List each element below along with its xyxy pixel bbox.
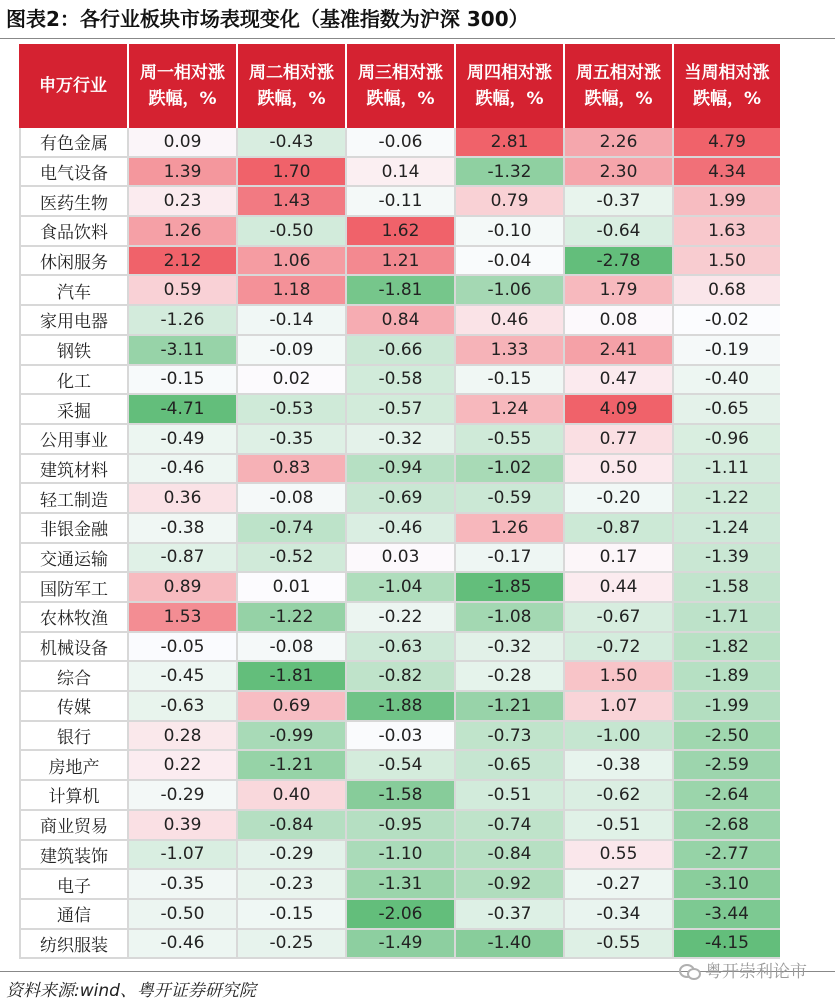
industry-cell: 建筑材料 <box>19 455 127 485</box>
table-row <box>19 573 780 603</box>
source-note: 资料来源:wind、粤开证券研究院 <box>6 981 256 1001</box>
value-cell: -0.15 <box>454 366 563 396</box>
value-cell: 0.79 <box>454 187 563 217</box>
watermark <box>679 957 807 982</box>
value-cell: -2.06 <box>345 900 454 930</box>
table-row <box>19 158 780 188</box>
watermark-text: 粤开崇利论市 <box>705 962 807 982</box>
value-cell: -1.02 <box>454 455 563 485</box>
value-cell: -0.62 <box>563 781 672 811</box>
value-cell: -0.72 <box>563 633 672 663</box>
value-cell: 1.43 <box>236 187 345 217</box>
value-cell: -0.23 <box>236 870 345 900</box>
value-cell: -0.29 <box>236 841 345 871</box>
value-cell: 1.53 <box>127 603 236 633</box>
industry-cell: 公用事业 <box>19 425 127 455</box>
value-cell: -2.50 <box>672 722 780 752</box>
industry-cell: 钢铁 <box>19 336 127 366</box>
value-cell: -0.58 <box>345 366 454 396</box>
industry-cell: 房地产 <box>19 751 127 781</box>
value-cell: 0.89 <box>127 573 236 603</box>
table-row <box>19 633 780 663</box>
value-cell: 2.26 <box>563 128 672 158</box>
industry-cell: 机械设备 <box>19 633 127 663</box>
industry-cell: 有色金属 <box>19 128 127 158</box>
value-cell: 4.79 <box>672 128 780 158</box>
industry-cell: 化工 <box>19 366 127 396</box>
header-line2: 跌幅，% <box>584 89 653 109</box>
industry-cell: 综合 <box>19 662 127 692</box>
table-row <box>19 811 780 841</box>
header-line1: 申万行业 <box>39 76 107 96</box>
wechat-icon <box>679 962 699 978</box>
header-col-5 <box>563 44 672 128</box>
value-cell: -0.74 <box>454 811 563 841</box>
table-row <box>19 544 780 574</box>
value-cell: -0.51 <box>454 781 563 811</box>
value-cell: -4.15 <box>672 930 780 960</box>
value-cell: -1.22 <box>672 484 780 514</box>
value-cell: 0.28 <box>127 722 236 752</box>
value-cell: -0.63 <box>345 633 454 663</box>
value-cell: -0.03 <box>345 722 454 752</box>
industry-cell: 电气设备 <box>19 158 127 188</box>
table-row <box>19 366 780 396</box>
value-cell: 0.40 <box>236 781 345 811</box>
industry-cell: 建筑装饰 <box>19 841 127 871</box>
industry-cell: 银行 <box>19 722 127 752</box>
value-cell: -0.04 <box>454 247 563 277</box>
value-cell: -0.84 <box>454 841 563 871</box>
value-cell: 2.81 <box>454 128 563 158</box>
value-cell: 1.50 <box>563 662 672 692</box>
value-cell: -0.28 <box>454 662 563 692</box>
value-cell: 0.09 <box>127 128 236 158</box>
table-row <box>19 187 780 217</box>
industry-cell: 农林牧渔 <box>19 603 127 633</box>
table-row <box>19 395 780 425</box>
value-cell: -0.63 <box>127 692 236 722</box>
value-cell: -1.58 <box>672 573 780 603</box>
value-cell: 0.83 <box>236 455 345 485</box>
table-row <box>19 692 780 722</box>
table-row <box>19 603 780 633</box>
chart-title: 图表2：各行业板块市场表现变化（基准指数为沪深 300） <box>6 7 529 31</box>
table-row <box>19 247 780 277</box>
value-cell: 0.17 <box>563 544 672 574</box>
value-cell: -0.20 <box>563 484 672 514</box>
title-divider <box>0 38 835 39</box>
value-cell: 0.36 <box>127 484 236 514</box>
value-cell: -0.69 <box>345 484 454 514</box>
value-cell: -1.00 <box>563 722 672 752</box>
value-cell: 0.46 <box>454 306 563 336</box>
header-line2: 跌幅，% <box>692 89 762 109</box>
industry-cell: 食品饮料 <box>19 217 127 247</box>
industry-cell: 轻工制造 <box>19 484 127 514</box>
value-cell: -0.87 <box>563 514 672 544</box>
value-cell: -0.46 <box>127 930 236 960</box>
value-cell: 1.39 <box>127 158 236 188</box>
value-cell: -0.11 <box>345 187 454 217</box>
value-cell: -0.67 <box>563 603 672 633</box>
value-cell: -0.66 <box>345 336 454 366</box>
value-cell: 1.99 <box>672 187 780 217</box>
value-cell: 1.26 <box>127 217 236 247</box>
value-cell: -0.27 <box>563 870 672 900</box>
value-cell: -0.49 <box>127 425 236 455</box>
value-cell: 0.69 <box>236 692 345 722</box>
table-body <box>19 128 780 959</box>
value-cell: -0.53 <box>236 395 345 425</box>
industry-cell: 汽车 <box>19 276 127 306</box>
value-cell: -2.78 <box>563 247 672 277</box>
header-line1: 周一相对涨 <box>140 63 225 83</box>
value-cell: 1.18 <box>236 276 345 306</box>
value-cell: 1.63 <box>672 217 780 247</box>
value-cell: -0.35 <box>127 870 236 900</box>
value-cell: -1.10 <box>345 841 454 871</box>
value-cell: 1.06 <box>236 247 345 277</box>
value-cell: -0.06 <box>345 128 454 158</box>
value-cell: 0.68 <box>672 276 780 306</box>
value-cell: -1.22 <box>236 603 345 633</box>
value-cell: -0.50 <box>127 900 236 930</box>
value-cell: 4.34 <box>672 158 780 188</box>
value-cell: -0.84 <box>236 811 345 841</box>
value-cell: -0.74 <box>236 514 345 544</box>
value-cell: -1.49 <box>345 930 454 960</box>
value-cell: 1.33 <box>454 336 563 366</box>
table-row <box>19 514 780 544</box>
value-cell: 1.21 <box>345 247 454 277</box>
table-row <box>19 217 780 247</box>
value-cell: -2.77 <box>672 841 780 871</box>
value-cell: -1.58 <box>345 781 454 811</box>
industry-cell: 通信 <box>19 900 127 930</box>
value-cell: 0.22 <box>127 751 236 781</box>
value-cell: -0.15 <box>127 366 236 396</box>
header-col-2 <box>236 44 345 128</box>
value-cell: -0.65 <box>454 751 563 781</box>
industry-cell: 传媒 <box>19 692 127 722</box>
value-cell: -3.11 <box>127 336 236 366</box>
value-cell: 1.24 <box>454 395 563 425</box>
table-row <box>19 781 780 811</box>
value-cell: -0.10 <box>454 217 563 247</box>
table-row <box>19 900 780 930</box>
value-cell: -1.07 <box>127 841 236 871</box>
value-cell: -0.38 <box>127 514 236 544</box>
industry-cell: 电子 <box>19 870 127 900</box>
value-cell: -0.51 <box>563 811 672 841</box>
value-cell: -0.15 <box>236 900 345 930</box>
value-cell: -3.44 <box>672 900 780 930</box>
value-cell: -1.32 <box>454 158 563 188</box>
value-cell: -0.14 <box>236 306 345 336</box>
value-cell: -0.52 <box>236 544 345 574</box>
value-cell: 2.41 <box>563 336 672 366</box>
industry-cell: 计算机 <box>19 781 127 811</box>
value-cell: -0.64 <box>563 217 672 247</box>
value-cell: 0.03 <box>345 544 454 574</box>
value-cell: -0.96 <box>672 425 780 455</box>
industry-cell: 非银金融 <box>19 514 127 544</box>
header-col-1 <box>127 44 236 128</box>
value-cell: -0.92 <box>454 870 563 900</box>
value-cell: -0.34 <box>563 900 672 930</box>
value-cell: -0.59 <box>454 484 563 514</box>
value-cell: 0.02 <box>236 366 345 396</box>
value-cell: -0.99 <box>236 722 345 752</box>
value-cell: -1.26 <box>127 306 236 336</box>
header-line1: 当周相对涨 <box>684 63 770 83</box>
header-col-3 <box>345 44 454 128</box>
header-col-4 <box>454 44 563 128</box>
value-cell: 4.09 <box>563 395 672 425</box>
value-cell: -0.46 <box>127 455 236 485</box>
header-col-6 <box>672 44 780 128</box>
value-cell: -1.89 <box>672 662 780 692</box>
value-cell: -0.82 <box>345 662 454 692</box>
value-cell: -0.55 <box>454 425 563 455</box>
value-cell: 0.50 <box>563 455 672 485</box>
value-cell: 0.39 <box>127 811 236 841</box>
industry-cell: 休闲服务 <box>19 247 127 277</box>
value-cell: -0.65 <box>672 395 780 425</box>
value-cell: -2.64 <box>672 781 780 811</box>
table-row <box>19 722 780 752</box>
value-cell: -0.05 <box>127 633 236 663</box>
value-cell: -1.06 <box>454 276 563 306</box>
table-row <box>19 930 780 960</box>
value-cell: -1.39 <box>672 544 780 574</box>
table-row <box>19 276 780 306</box>
value-cell: -0.43 <box>236 128 345 158</box>
value-cell: -0.25 <box>236 930 345 960</box>
value-cell: -4.71 <box>127 395 236 425</box>
value-cell: -0.45 <box>127 662 236 692</box>
value-cell: 0.77 <box>563 425 672 455</box>
value-cell: -1.82 <box>672 633 780 663</box>
value-cell: -0.87 <box>127 544 236 574</box>
value-cell: -0.95 <box>345 811 454 841</box>
table-row <box>19 662 780 692</box>
value-cell: 0.01 <box>236 573 345 603</box>
header-row <box>19 44 780 128</box>
value-cell: -1.81 <box>345 276 454 306</box>
table-row <box>19 128 780 158</box>
value-cell: 0.84 <box>345 306 454 336</box>
value-cell: 0.59 <box>127 276 236 306</box>
header-line1: 周二相对涨 <box>249 63 334 83</box>
value-cell: -0.32 <box>454 633 563 663</box>
value-cell: -0.35 <box>236 425 345 455</box>
table-row <box>19 751 780 781</box>
table-row <box>19 455 780 485</box>
value-cell: -0.37 <box>454 900 563 930</box>
value-cell: -0.02 <box>672 306 780 336</box>
value-cell: -1.08 <box>454 603 563 633</box>
value-cell: -1.04 <box>345 573 454 603</box>
header-line1: 周四相对涨 <box>467 63 552 83</box>
header-line1: 周三相对涨 <box>358 63 443 83</box>
value-cell: -0.22 <box>345 603 454 633</box>
value-cell: -1.85 <box>454 573 563 603</box>
industry-cell: 商业贸易 <box>19 811 127 841</box>
value-cell: -1.81 <box>236 662 345 692</box>
value-cell: 1.50 <box>672 247 780 277</box>
value-cell: -1.11 <box>672 455 780 485</box>
industry-cell: 家用电器 <box>19 306 127 336</box>
industry-cell: 纺织服装 <box>19 930 127 960</box>
value-cell: -0.09 <box>236 336 345 366</box>
value-cell: -0.32 <box>345 425 454 455</box>
value-cell: -1.88 <box>345 692 454 722</box>
value-cell: 1.70 <box>236 158 345 188</box>
value-cell: -0.08 <box>236 484 345 514</box>
value-cell: -1.21 <box>236 751 345 781</box>
value-cell: -0.46 <box>345 514 454 544</box>
table-row <box>19 336 780 366</box>
value-cell: 0.23 <box>127 187 236 217</box>
industry-cell: 采掘 <box>19 395 127 425</box>
value-cell: -0.40 <box>672 366 780 396</box>
value-cell: -0.29 <box>127 781 236 811</box>
value-cell: -0.08 <box>236 633 345 663</box>
table-row <box>19 425 780 455</box>
value-cell: -2.68 <box>672 811 780 841</box>
header-line2: 跌幅，% <box>475 89 544 109</box>
table-row <box>19 841 780 871</box>
value-cell: -2.59 <box>672 751 780 781</box>
value-cell: -1.40 <box>454 930 563 960</box>
value-cell: -0.17 <box>454 544 563 574</box>
value-cell: 2.12 <box>127 247 236 277</box>
value-cell: 1.62 <box>345 217 454 247</box>
value-cell: -0.50 <box>236 217 345 247</box>
value-cell: -0.37 <box>563 187 672 217</box>
value-cell: 0.47 <box>563 366 672 396</box>
industry-cell: 交通运输 <box>19 544 127 574</box>
value-cell: -0.38 <box>563 751 672 781</box>
value-cell: -0.73 <box>454 722 563 752</box>
value-cell: -0.54 <box>345 751 454 781</box>
value-cell: -0.55 <box>563 930 672 960</box>
value-cell: -0.19 <box>672 336 780 366</box>
value-cell: 0.44 <box>563 573 672 603</box>
performance-table <box>19 44 780 959</box>
header-line2: 跌幅，% <box>366 89 435 109</box>
industry-cell: 医药生物 <box>19 187 127 217</box>
table-row <box>19 306 780 336</box>
industry-cell: 国防军工 <box>19 573 127 603</box>
value-cell: 0.14 <box>345 158 454 188</box>
value-cell: -0.57 <box>345 395 454 425</box>
value-cell: -1.24 <box>672 514 780 544</box>
table-row <box>19 484 780 514</box>
header-line1: 周五相对涨 <box>576 63 661 83</box>
value-cell: -0.94 <box>345 455 454 485</box>
value-cell: 2.30 <box>563 158 672 188</box>
table-row <box>19 870 780 900</box>
header-line2: 跌幅，% <box>148 89 217 109</box>
value-cell: -1.71 <box>672 603 780 633</box>
value-cell: 1.26 <box>454 514 563 544</box>
header-line2: 跌幅，% <box>257 89 326 109</box>
value-cell: 0.55 <box>563 841 672 871</box>
value-cell: -1.21 <box>454 692 563 722</box>
value-cell: -1.99 <box>672 692 780 722</box>
header-industry <box>19 44 127 128</box>
value-cell: -1.31 <box>345 870 454 900</box>
value-cell: 1.79 <box>563 276 672 306</box>
value-cell: -3.10 <box>672 870 780 900</box>
value-cell: 0.08 <box>563 306 672 336</box>
value-cell: 1.07 <box>563 692 672 722</box>
